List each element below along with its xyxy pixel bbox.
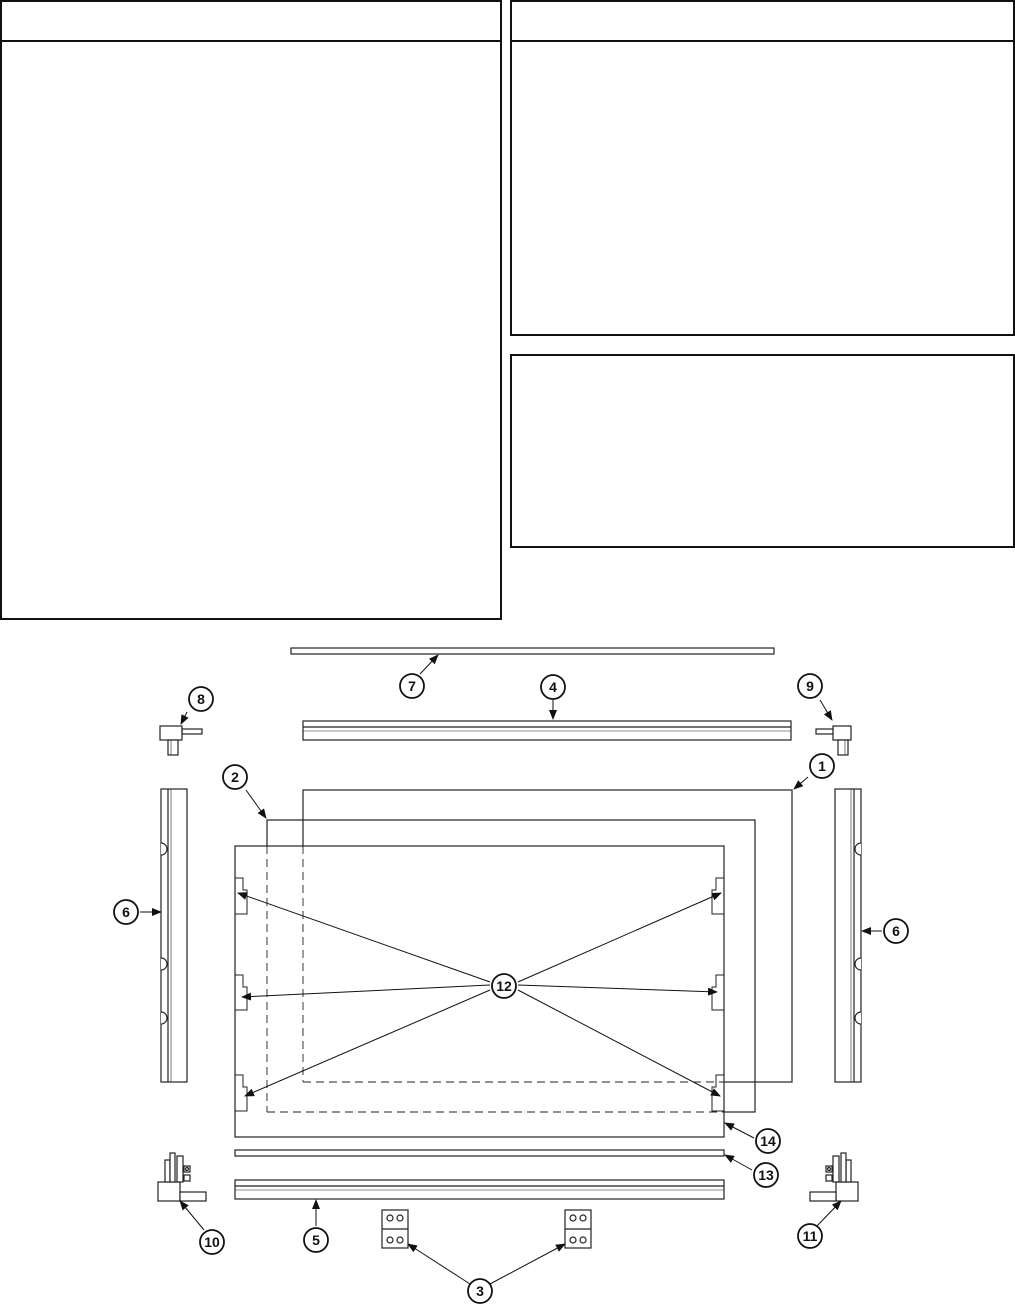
callout-label: 9 — [806, 678, 814, 694]
part-3-hinge-right — [565, 1210, 591, 1248]
callout-label: 11 — [802, 1228, 818, 1244]
part-11-corner-bracket — [810, 1153, 858, 1201]
callout-label: 7 — [408, 678, 416, 694]
callout-c13 — [754, 1163, 778, 1187]
callout-label: 5 — [312, 1232, 320, 1248]
part-14-front-frame — [235, 846, 724, 1137]
callout-c14 — [756, 1129, 780, 1153]
callout-c1 — [810, 754, 834, 778]
callout-label: 6 — [892, 923, 900, 939]
right-notes-title — [512, 356, 1013, 372]
callout-label: 13 — [758, 1167, 774, 1183]
part-13-bottom-strip — [235, 1150, 724, 1156]
callout-c11 — [798, 1224, 822, 1248]
callout-c4 — [541, 675, 565, 699]
exploded-parts-diagram — [0, 620, 1015, 1304]
left-header-bar — [0, 0, 502, 42]
part-5-bottom-channel — [235, 1180, 724, 1199]
callout-label: 2 — [231, 769, 239, 785]
callout-c6a — [114, 900, 138, 924]
part-7-top-strip — [291, 648, 774, 654]
left-header-title — [2, 2, 500, 18]
callout-c10 — [200, 1230, 224, 1254]
callout-c12 — [492, 974, 516, 998]
callout-label: 4 — [549, 679, 557, 695]
callout-c5 — [304, 1228, 328, 1252]
callout-c6b — [884, 919, 908, 943]
part-6-left-side-channel — [161, 789, 187, 1082]
part-4-top-channel — [303, 721, 791, 740]
callout-c9 — [798, 674, 822, 698]
right-header-title — [512, 2, 1013, 18]
part-9-corner-bracket — [816, 726, 851, 755]
part-6-right-side-channel — [835, 789, 861, 1082]
part-10-corner-bracket — [158, 1153, 206, 1201]
part-8-corner-bracket — [160, 726, 202, 755]
right-header-bar — [510, 0, 1015, 42]
callout-label: 8 — [197, 691, 205, 707]
right-notes-panel — [510, 354, 1015, 548]
callout-c3 — [468, 1279, 492, 1303]
callout-label: 10 — [204, 1234, 220, 1250]
callout-label: 6 — [122, 904, 130, 920]
callout-c7 — [400, 674, 424, 698]
callout-label: 14 — [760, 1133, 776, 1149]
right-text-panel — [510, 40, 1015, 336]
callout-c8 — [189, 687, 213, 711]
callout-label: 12 — [496, 978, 512, 994]
callout-label: 1 — [818, 758, 826, 774]
left-text-panel — [0, 40, 502, 620]
callout-c2 — [223, 765, 247, 789]
part-3-hinge-left — [382, 1210, 408, 1248]
callout-label: 3 — [476, 1283, 484, 1299]
